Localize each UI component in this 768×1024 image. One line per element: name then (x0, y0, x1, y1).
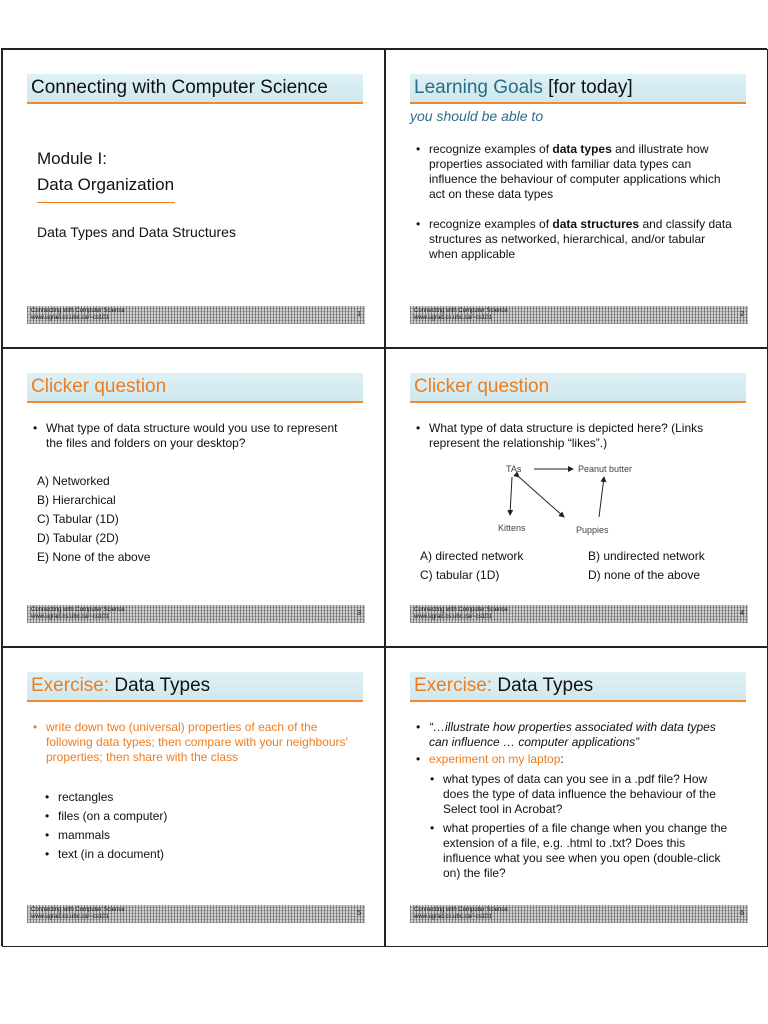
node-puppies: Puppies (576, 525, 609, 535)
slide-number: 4 (740, 610, 744, 617)
slide-title-accent: Exercise: (414, 675, 493, 696)
slide-number: 1 (357, 311, 361, 318)
slide-footer (27, 905, 365, 923)
slide-title (27, 672, 363, 702)
goals-list (416, 142, 736, 277)
footer-url: www.ugrad.cs.ubc.ca/~cs101 (414, 315, 492, 321)
likes-network-diagram (486, 457, 686, 537)
option-c: C) Tabular (1D) (37, 512, 119, 526)
question-text: • What type of data structure would you use to represent the files and folders on your desktop? (33, 421, 353, 451)
sub-item: • what properties of a file change when you change the extension of a file, e.g. .html to .txt? Does this influence what you see when you open (double-click on) the file? (430, 821, 730, 881)
slide-1 (2, 49, 385, 348)
slide-title-text: Clicker question (31, 376, 167, 397)
footer-url: www.ugrad.cs.ubc.ca/~cs101 (414, 614, 492, 620)
module-line-1: Module I: (37, 149, 107, 168)
list-item: • text (in a document) (45, 847, 365, 862)
question-list (33, 421, 353, 466)
slide-handout-grid (1, 48, 767, 946)
node-tas: TAs (506, 464, 522, 474)
slide-3 (2, 348, 385, 647)
slide-footer (27, 605, 365, 623)
slide-title (410, 74, 746, 104)
answer-options-left (420, 547, 523, 585)
slide-title-main: Data Types (492, 675, 594, 696)
goal-item: • recognize examples of data types and illustrate how properties associated with familiar data types can influence the behaviour of computer applications which act on these data types (416, 142, 736, 202)
module-underline (37, 202, 175, 203)
answer-options-right (588, 547, 705, 585)
slide-title (27, 74, 363, 104)
option-a: A) directed network (420, 549, 524, 563)
slide-title-text: Clicker question (414, 376, 550, 397)
goal-item: • recognize examples of data structures and classify data structures as networked, hierarchical, and/or tabular when applicable (416, 217, 736, 262)
edge-tas-kittens (510, 477, 512, 515)
exercise-list (416, 720, 736, 771)
sub-item: • what types of data can you see in a .pdf file? How does the type of data influence the behaviour of the Select tool in Acrobat? (430, 772, 730, 817)
answer-options (37, 472, 150, 567)
footer-course: Connecting with Computer Science (414, 907, 508, 913)
edge-puppies-peanut (599, 477, 604, 517)
slide-title (410, 373, 746, 403)
slide-footer (27, 306, 365, 324)
option-d: D) none of the above (588, 568, 701, 582)
module-heading (37, 146, 174, 198)
option-d: D) Tabular (2D) (37, 531, 119, 545)
list-item: • mammals (45, 828, 365, 843)
node-kittens: Kittens (498, 523, 526, 533)
module-line-2: Data Organization (37, 175, 175, 194)
slide-footer (410, 905, 748, 923)
instruction-list (33, 720, 353, 780)
option-b: B) Hierarchical (37, 493, 116, 507)
option-e: E) None of the above (37, 550, 151, 564)
goals-intro: you should be able to (410, 108, 544, 124)
quote-text: • “…illustrate how properties associated with data types can influence … computer applications” (416, 720, 736, 750)
slide-number: 2 (740, 311, 744, 318)
slide-6 (385, 647, 768, 947)
footer-url: www.ugrad.cs.ubc.ca/~cs101 (31, 315, 109, 321)
option-c: C) tabular (1D) (420, 568, 500, 582)
slide-footer (410, 605, 748, 623)
question-text: • What type of data structure is depicted here? (Links represent the relationship “likes”.) (416, 421, 736, 451)
slide-title (410, 672, 746, 702)
slide-footer (410, 306, 748, 324)
footer-url: www.ugrad.cs.ubc.ca/~cs101 (414, 914, 492, 920)
footer-url: www.ugrad.cs.ubc.ca/~cs101 (31, 914, 109, 920)
edge-tas-puppies (519, 477, 564, 517)
footer-course: Connecting with Computer Science (31, 308, 125, 314)
list-item: • rectangles (45, 790, 365, 805)
experiment-sublist (430, 772, 730, 885)
list-item: • files (on a computer) (45, 809, 365, 824)
option-a: A) Networked (37, 474, 110, 488)
slide-subtitle: Data Types and Data Structures (37, 224, 236, 240)
footer-course: Connecting with Computer Science (414, 308, 508, 314)
slide-number: 5 (357, 910, 361, 917)
slide-title-bracket: [for today] (542, 77, 633, 98)
footer-course: Connecting with Computer Science (31, 907, 125, 913)
option-b: B) undirected network (588, 549, 705, 563)
slide-title-text: Connecting with Computer Science (31, 77, 328, 98)
slide-4 (385, 348, 768, 647)
experiment-item: • experiment on my laptop: (416, 752, 736, 767)
data-type-list (45, 790, 365, 866)
slide-number: 6 (740, 910, 744, 917)
slide-title-main: Data Types (109, 675, 211, 696)
footer-course: Connecting with Computer Science (31, 607, 125, 613)
footer-url: www.ugrad.cs.ubc.ca/~cs101 (31, 614, 109, 620)
instruction-text: • write down two (universal) properties of each of the following data types; then compare with your neighbours' properties; then share with the class (33, 720, 353, 765)
slide-2 (385, 49, 768, 348)
slide-5 (2, 647, 385, 947)
slide-title (27, 373, 363, 403)
slide-title-main: Learning Goals (414, 77, 543, 98)
slide-number: 3 (357, 610, 361, 617)
slide-title-accent: Exercise: (31, 675, 110, 696)
node-peanut-butter: Peanut butter (578, 464, 633, 474)
footer-course: Connecting with Computer Science (414, 607, 508, 613)
